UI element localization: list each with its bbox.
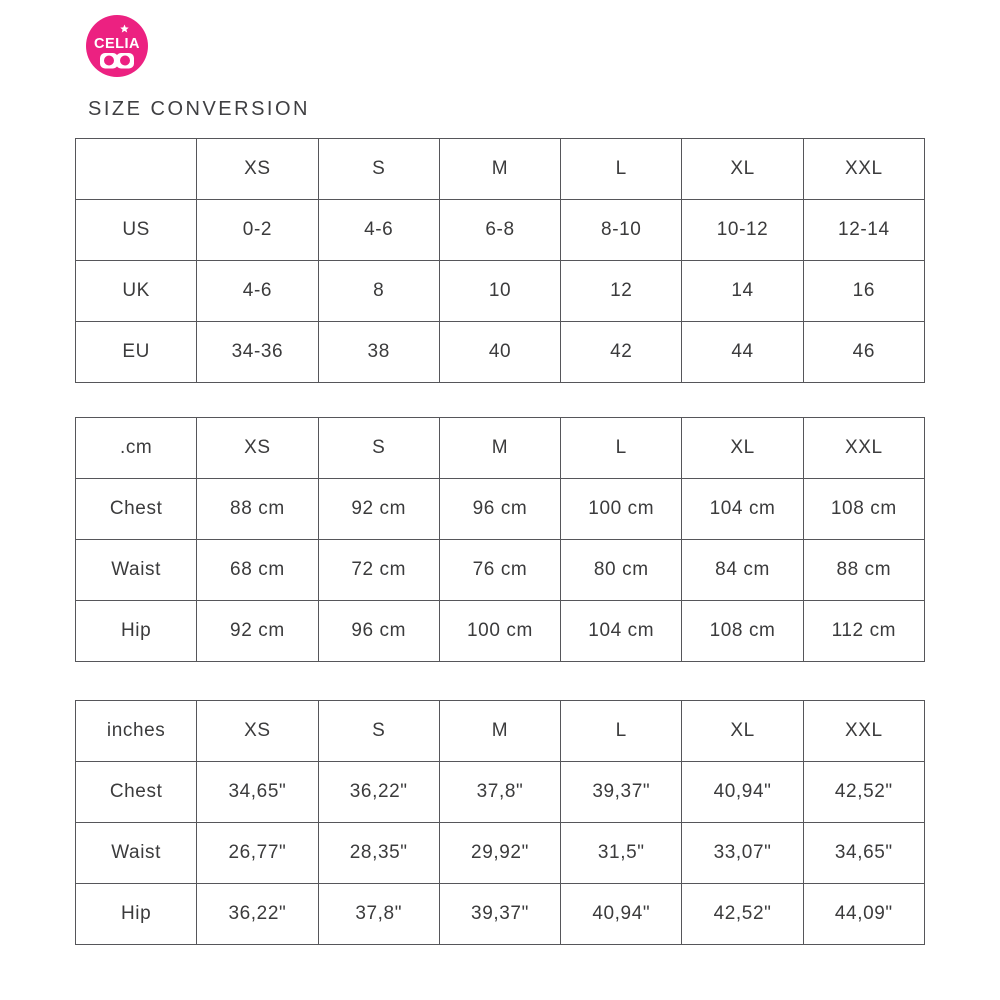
row-label: Hip bbox=[76, 601, 197, 662]
size-column-header: XS bbox=[197, 701, 318, 762]
value-cell: 80 cm bbox=[561, 540, 682, 601]
size-column-header: XXL bbox=[803, 418, 924, 479]
size-column-header: S bbox=[318, 701, 439, 762]
data-row bbox=[76, 479, 925, 540]
data-row bbox=[76, 540, 925, 601]
row-label: Waist bbox=[76, 823, 197, 884]
value-cell: 44 bbox=[682, 322, 803, 383]
value-cell: 37,8" bbox=[439, 762, 560, 823]
size-column-header: M bbox=[439, 418, 560, 479]
value-cell: 96 cm bbox=[318, 601, 439, 662]
size-column-header: XS bbox=[197, 139, 318, 200]
size-column-header: L bbox=[561, 701, 682, 762]
value-cell: 37,8" bbox=[318, 884, 439, 945]
us-uk-eu-size-conversion-table bbox=[75, 138, 925, 383]
size-column-header: XXL bbox=[803, 139, 924, 200]
header-row bbox=[76, 418, 925, 479]
size-column-header: M bbox=[439, 139, 560, 200]
logo-brand-text: CELIA bbox=[94, 36, 140, 52]
value-cell: 8 bbox=[318, 261, 439, 322]
value-cell: 29,92" bbox=[439, 823, 560, 884]
value-cell: 34,65" bbox=[803, 823, 924, 884]
value-cell: 88 cm bbox=[803, 540, 924, 601]
row-label: Waist bbox=[76, 540, 197, 601]
data-row bbox=[76, 322, 925, 383]
value-cell: 92 cm bbox=[318, 479, 439, 540]
row-label: Chest bbox=[76, 762, 197, 823]
value-cell: 76 cm bbox=[439, 540, 560, 601]
value-cell: 100 cm bbox=[561, 479, 682, 540]
row-label: Hip bbox=[76, 884, 197, 945]
value-cell: 10-12 bbox=[682, 200, 803, 261]
size-column-header: XXL bbox=[803, 701, 924, 762]
value-cell: 36,22" bbox=[197, 884, 318, 945]
cm-measurements-table bbox=[75, 417, 925, 662]
value-cell: 39,37" bbox=[561, 762, 682, 823]
value-cell: 34,65" bbox=[197, 762, 318, 823]
value-cell: 8-10 bbox=[561, 200, 682, 261]
row-label: UK bbox=[76, 261, 197, 322]
data-row bbox=[76, 884, 925, 945]
size-column-header: XL bbox=[682, 139, 803, 200]
row-label: EU bbox=[76, 322, 197, 383]
value-cell: 4-6 bbox=[197, 261, 318, 322]
size-column-header: L bbox=[561, 418, 682, 479]
value-cell: 104 cm bbox=[561, 601, 682, 662]
data-row bbox=[76, 261, 925, 322]
value-cell: 10 bbox=[439, 261, 560, 322]
value-cell: 40 bbox=[439, 322, 560, 383]
corner-header-cell bbox=[76, 139, 197, 200]
value-cell: 26,77" bbox=[197, 823, 318, 884]
data-row bbox=[76, 601, 925, 662]
size-column-header: XL bbox=[682, 701, 803, 762]
value-cell: 16 bbox=[803, 261, 924, 322]
mask-icon bbox=[100, 53, 134, 69]
value-cell: 36,22" bbox=[318, 762, 439, 823]
size-column-header: M bbox=[439, 701, 560, 762]
value-cell: 39,37" bbox=[439, 884, 560, 945]
value-cell: 88 cm bbox=[197, 479, 318, 540]
value-cell: 108 cm bbox=[803, 479, 924, 540]
row-label: US bbox=[76, 200, 197, 261]
value-cell: 112 cm bbox=[803, 601, 924, 662]
value-cell: 0-2 bbox=[197, 200, 318, 261]
data-row bbox=[76, 762, 925, 823]
page-title: SIZE CONVERSION bbox=[88, 98, 310, 120]
size-column-header: L bbox=[561, 139, 682, 200]
header-row bbox=[76, 701, 925, 762]
row-label: Chest bbox=[76, 479, 197, 540]
value-cell: 46 bbox=[803, 322, 924, 383]
value-cell: 92 cm bbox=[197, 601, 318, 662]
value-cell: 44,09" bbox=[803, 884, 924, 945]
value-cell: 42,52" bbox=[803, 762, 924, 823]
value-cell: 108 cm bbox=[682, 601, 803, 662]
value-cell: 12-14 bbox=[803, 200, 924, 261]
size-column-header: XL bbox=[682, 418, 803, 479]
value-cell: 42 bbox=[561, 322, 682, 383]
value-cell: 40,94" bbox=[561, 884, 682, 945]
data-row bbox=[76, 823, 925, 884]
value-cell: 31,5" bbox=[561, 823, 682, 884]
value-cell: 68 cm bbox=[197, 540, 318, 601]
corner-header-cell: .cm bbox=[76, 418, 197, 479]
value-cell: 42,52" bbox=[682, 884, 803, 945]
value-cell: 4-6 bbox=[318, 200, 439, 261]
size-column-header: S bbox=[318, 139, 439, 200]
value-cell: 104 cm bbox=[682, 479, 803, 540]
size-column-header: XS bbox=[197, 418, 318, 479]
value-cell: 12 bbox=[561, 261, 682, 322]
size-column-header: S bbox=[318, 418, 439, 479]
corner-header-cell: inches bbox=[76, 701, 197, 762]
value-cell: 33,07" bbox=[682, 823, 803, 884]
celia-logo-icon bbox=[86, 15, 148, 77]
value-cell: 28,35" bbox=[318, 823, 439, 884]
brand-logo bbox=[86, 15, 148, 77]
data-row bbox=[76, 200, 925, 261]
value-cell: 72 cm bbox=[318, 540, 439, 601]
value-cell: 14 bbox=[682, 261, 803, 322]
value-cell: 84 cm bbox=[682, 540, 803, 601]
value-cell: 6-8 bbox=[439, 200, 560, 261]
value-cell: 100 cm bbox=[439, 601, 560, 662]
value-cell: 40,94" bbox=[682, 762, 803, 823]
inches-measurements-table bbox=[75, 700, 925, 945]
value-cell: 38 bbox=[318, 322, 439, 383]
value-cell: 96 cm bbox=[439, 479, 560, 540]
header-row bbox=[76, 139, 925, 200]
value-cell: 34-36 bbox=[197, 322, 318, 383]
